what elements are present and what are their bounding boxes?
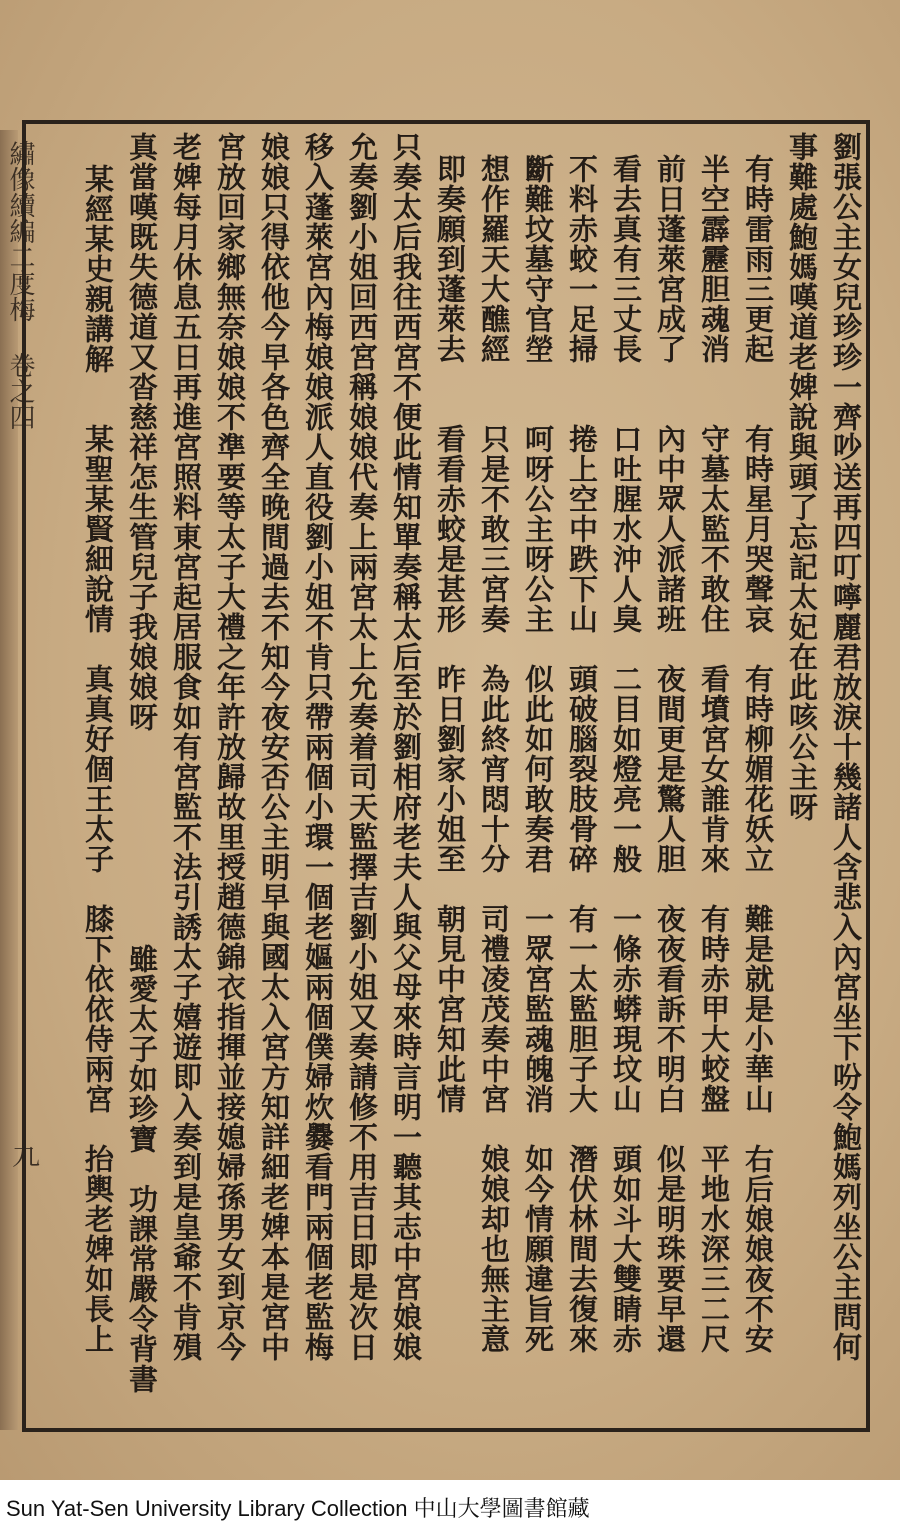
text-frame xyxy=(22,120,870,1432)
text-column-9: 想作羅天大醮經 xyxy=(477,154,511,364)
text-column-17: 真當嘆既失德道又沓慈祥怎生管兒子我娘娘呀 xyxy=(125,132,159,732)
text-column-3-lower: 有時星月哭聲哀 有時柳媚花妖立 難是就是小華山 右后娘娘夜不安 xyxy=(741,424,775,1354)
text-column-6-lower: 口吐腥水沖人臭 二目如燈亮一般 一條赤蟒現坟山 頭如斗大雙睛赤 xyxy=(609,424,643,1354)
text-column-7-lower: 捲上空中跌下山 頭破腦裂肢骨碎 有一太監胆子大 潛伏林間去復來 xyxy=(565,424,599,1354)
text-column-6: 看去真有三丈長 xyxy=(609,154,643,364)
text-column-4: 半空霹靂胆魂消 xyxy=(697,154,731,364)
text-column-10-lower: 看看赤蛟是甚形 昨日劉家小姐至 朝見中宮知此情 xyxy=(433,424,467,1114)
text-column-10: 即奏願到蓬萊去 xyxy=(433,154,467,364)
text-column-5-lower: 內中眾人派諸班 夜間更是驚人胆 夜夜看訴不明白 似是明珠要早還 xyxy=(653,424,687,1354)
text-column-18-lower: 某聖某賢細說情 真真好個王太子 膝下依依侍兩宮 抬輿老婢如長上 xyxy=(81,424,115,1354)
margin-title: 繡像續編二度梅 卷之四 xyxy=(5,140,35,430)
text-column-8-lower: 呵呀公主呀公主 似此如何敢奏君 一眾宮監魂魄消 如今情願違旨死 xyxy=(521,424,555,1354)
text-column-3: 有時雷雨三更起 xyxy=(741,154,775,364)
text-column-12: 允奏劉小姐回西宮稱娘娘代奏上兩宮太上允奏着司天監擇吉劉小姐又奏請修不用吉日即是次日 xyxy=(345,132,379,1362)
text-column-5: 前日蓬萊宮成了 xyxy=(653,154,687,364)
text-column-18: 某經某史親講解 xyxy=(81,164,115,374)
text-column-9-lower: 只是不敢三宮奏 為此終宵悶十分 司禮凌茂奏中宮 娘娘却也無主意 xyxy=(477,424,511,1354)
library-credit: Sun Yat-Sen University Library Collection 中山大學圖書館藏 xyxy=(6,1496,590,1521)
page-number: 九 xyxy=(8,1140,41,1168)
text-column-11: 只奏太后我往西宮不便此情知單奏稱太后至於劉相府老夫人與父母來時言明一聽其志中宮娘娘 xyxy=(389,132,423,1362)
text-column-16: 老婢每月休息五日再進宮照料東宮起居服食如有宮監不法引誘太子嬉遊即入奏到是皇爺不肯殞 xyxy=(169,132,203,1362)
text-column-4-lower: 守墓太監不敢住 看墳宮女誰肯來 有時赤甲大蛟盤 平地水深三二尺 xyxy=(697,424,731,1354)
text-column-7: 不料赤蛟一足掃 xyxy=(565,154,599,364)
text-column-15: 宮放回家鄉無奈娘娘不準要等太子大禮之年許放歸故里授趙德錦衣指揮並接媳婦孫男女到京今 xyxy=(213,132,247,1362)
footer-bar xyxy=(0,1480,900,1532)
text-column-14: 娘娘只得依他今早各色齊全晚間過去不知今夜安否公主明早與國太入宮方知詳細老婢本是宮中 xyxy=(257,132,291,1362)
text-column-1: 劉張公主女兒珍珍一齊吵送再四叮嚀麗君放淚十幾諸人含悲入內宮坐下吩令鮑媽列坐公主問何 xyxy=(829,132,863,1362)
text-column-8: 斷難坟墓守官塋 xyxy=(521,154,555,364)
text-column-17-lower: 雖愛太子如珍寶 功課常嚴令背書 xyxy=(125,944,159,1394)
text-column-2: 事難處鮑媽嘆道老婢說與頭了忘記太妃在此咳公主呀 xyxy=(785,132,819,822)
text-column-13: 移入蓬萊宮內梅娘娘派人直役劉小姐不肯只帶兩個小環一個老嫗兩個僕婦炊爨看門兩個老監梅 xyxy=(301,132,335,1362)
